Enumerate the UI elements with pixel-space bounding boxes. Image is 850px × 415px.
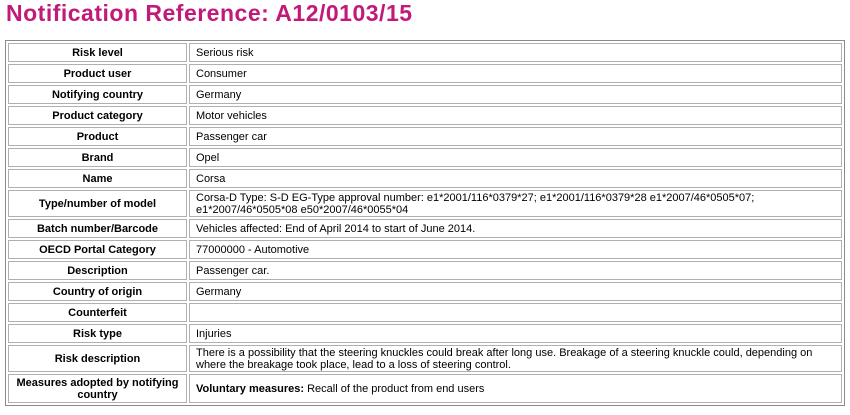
row-value: Corsa — [189, 169, 842, 188]
table-row — [8, 303, 842, 322]
table-row — [8, 106, 842, 125]
row-label: Product user — [8, 64, 187, 83]
row-value: Vehicles affected: End of April 2014 to start of June 2014. — [189, 219, 842, 238]
measures-description: Recall of the product from end users — [304, 382, 485, 395]
table-row — [8, 169, 842, 188]
table-row — [8, 324, 842, 343]
table-row — [8, 127, 842, 146]
row-value: There is a possibility that the steering knuckles could break after long use. Breakage of a steering knuckle could, depending on where the breakage took place, lead to a loss of steering control. — [189, 345, 842, 372]
row-value: Consumer — [189, 64, 842, 83]
row-label: Brand — [8, 148, 187, 167]
row-label: Description — [8, 261, 187, 280]
table-row — [8, 219, 842, 238]
row-label: Risk type — [8, 324, 187, 343]
row-value: Corsa-D Type: S-D EG-Type approval number: e1*2001/116*0379*27; e1*2001/116*0379*28 e1*2007/46*0505*07; e1*2007/46*0505*08 e50*2007/46*0055*04 — [189, 190, 842, 217]
table-row — [8, 190, 842, 217]
table-row — [8, 43, 842, 62]
row-value: Passenger car — [189, 127, 842, 146]
row-value: Germany — [189, 85, 842, 104]
row-value — [189, 303, 842, 322]
table-row — [8, 85, 842, 104]
row-value — [189, 374, 842, 403]
table-row — [8, 240, 842, 259]
row-label: Measures adopted by notifying country — [8, 374, 187, 403]
row-label: Type/number of model — [8, 190, 187, 217]
row-value: Injuries — [189, 324, 842, 343]
table-row — [8, 374, 842, 403]
row-label: Name — [8, 169, 187, 188]
row-value: 77000000 - Automotive — [189, 240, 842, 259]
row-value: Passenger car. — [189, 261, 842, 280]
row-label: Counterfeit — [8, 303, 187, 322]
row-value: Germany — [189, 282, 842, 301]
table-row — [8, 261, 842, 280]
row-value: Serious risk — [189, 43, 842, 62]
notification-details-table — [5, 40, 845, 406]
row-label: Risk description — [8, 345, 187, 372]
table-row — [8, 345, 842, 372]
table-row — [8, 282, 842, 301]
row-label: Notifying country — [8, 85, 187, 104]
page-title: Notification Reference: A12/0103/15 — [6, 0, 413, 26]
row-label: Risk level — [8, 43, 187, 62]
row-label: Country of origin — [8, 282, 187, 301]
measures-type-label: Voluntary measures: — [196, 382, 305, 395]
row-value: Opel — [189, 148, 842, 167]
row-label: Product category — [8, 106, 187, 125]
row-value: Motor vehicles — [189, 106, 842, 125]
table-row — [8, 148, 842, 167]
table-row — [8, 64, 842, 83]
row-label: Product — [8, 127, 187, 146]
row-label: Batch number/Barcode — [8, 219, 187, 238]
row-label: OECD Portal Category — [8, 240, 187, 259]
